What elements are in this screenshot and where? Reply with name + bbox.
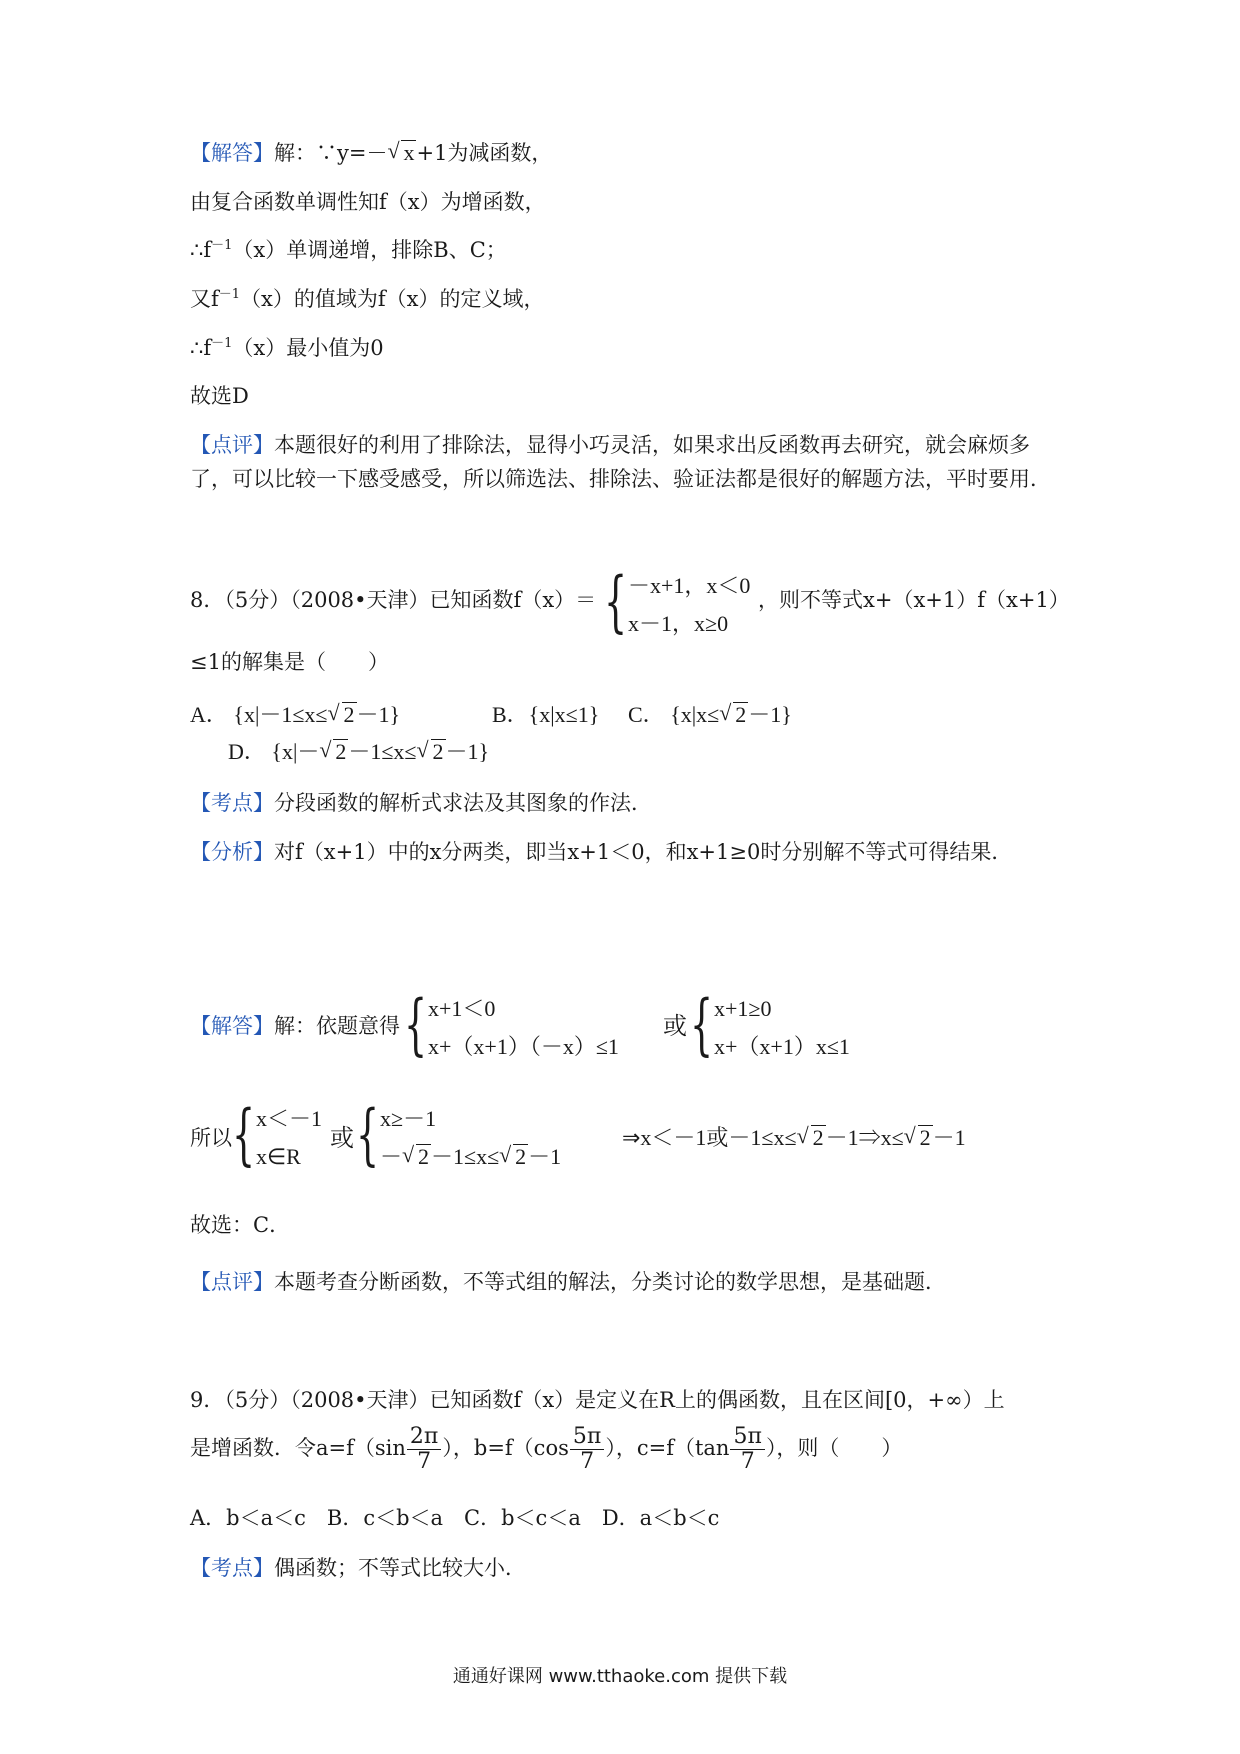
q8-stem-line2: ≤1的解集是（ ） xyxy=(190,650,389,674)
answer-line-5: $\therefore f^{-1}(x)$最小值为0 xyxy=(190,336,384,360)
q8-kaodian: 【考点】分段函数的解析式求法及其图象的作法． xyxy=(190,791,652,815)
comment-line-1: 【点评】本题很好的利用了排除法，显得小巧灵活，如果求出反函数再去研究，就会麻烦多 xyxy=(190,433,1030,457)
q8-suoyi: 所以 xyxy=(190,1126,232,1150)
q8-option-d: D． {x|－√ 2－1≤x≤√ 2－1} xyxy=(228,737,489,767)
q8-dianping: 【点评】本题考查分断函数，不等式组的解法，分类讨论的数学思想，是基础题． xyxy=(190,1270,946,1294)
answer-line-6: 故选D xyxy=(190,384,249,408)
q9-kaodian: 【考点】偶函数；不等式比较大小． xyxy=(190,1556,526,1580)
q8-case-2: x－1，x≥0 xyxy=(628,611,729,636)
comment-line-2: 了，可以比较一下感受感受，所以筛选法、排除法、验证法都是很好的解题方法，平时要用． xyxy=(190,467,1051,491)
q8-system-3: { x＜－1 x∈R xyxy=(232,1096,323,1173)
q8-stem-prefix: 8．（5分）（2008•天津）已知函数f（x）＝ xyxy=(190,588,597,612)
q8-case-1: －x+1，x＜0 xyxy=(628,573,751,598)
q8-fenxi: 【分析】对f（x+1）中的x分两类，即当x+1＜0，和x+1≥0时分别解不等式可得结果． xyxy=(190,840,1013,864)
q8-system-2: { x+1≥0 x+（x+1）x≤1 xyxy=(690,986,850,1063)
answer-tag: 【解答】 xyxy=(190,141,274,165)
q8-choose: 故选：C． xyxy=(190,1213,291,1237)
sqrt-x: √ x xyxy=(387,138,416,168)
answer-line-1 xyxy=(190,138,552,168)
q8-system-4: { x≥－1 －√ 2－1≤x≤√ 2－1 xyxy=(356,1100,626,1180)
q9-stem-line2: 是增函数．令a=f（sin $\frac{2\pi}{7}$ ），b=f（cos $\frac{5\pi}{7}$ ），c=f（tan $\frac{5\pi}{7}$ ），则（ ） xyxy=(190,1424,903,1474)
answer-line-4: 又$f^{-1}(x)$的值域为f（x）的定义域， xyxy=(190,287,545,311)
q8-piecewise: { －x+1，x＜0 x－1，x≥0 xyxy=(604,567,714,643)
answer-intro: 解：∵y=－ xyxy=(274,141,388,165)
page-footer: 通通好课网 www.tthaoke.com 提供下载 xyxy=(452,1666,788,1687)
q8-or-1: 或 xyxy=(663,1012,687,1040)
answer-line-2: 由复合函数单调性知f（x）为增函数， xyxy=(190,190,546,214)
q8-result: ⇒x＜－1或－1≤x≤√ 2－1⇒x≤√ 2－1 xyxy=(622,1123,966,1153)
q8-stem-suffix: ，则不等式x+（x+1）f（x+1） xyxy=(758,588,1070,612)
comment-tag: 【点评】 xyxy=(190,433,274,457)
q8-system-1: { x+1＜0 x+（x+1）（－x）≤1 xyxy=(404,986,619,1063)
q9-options: A．b＜a＜c B．c＜b＜a C．b＜c＜a D．a＜b＜c xyxy=(190,1506,720,1530)
q9-stem-line1: 9．（5分）（2008•天津）已知函数f（x）是定义在R上的偶函数，且在区间[0，+∞）上 xyxy=(190,1388,1005,1412)
answer-tail: +1为减函数， xyxy=(416,141,553,165)
q8-or-2: 或 xyxy=(330,1124,354,1152)
q8-option-c: C． {x|x≤√ 2－1} xyxy=(628,700,792,730)
q8-option-a: A． {x|－1≤x≤√ 2－1} xyxy=(190,700,400,730)
q8-option-b: B．{x|x≤1} xyxy=(492,702,600,727)
q8-jieda-label: 【解答】解：依题意得 xyxy=(190,1014,400,1038)
answer-line-3: $\therefore f^{-1}(x)$单调递增，排除B、C； xyxy=(190,238,507,262)
